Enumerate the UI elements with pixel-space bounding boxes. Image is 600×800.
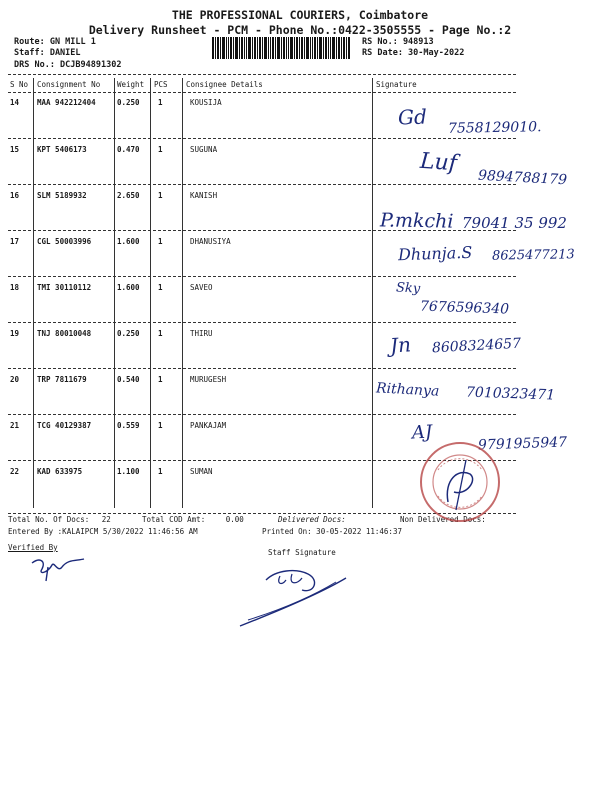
handwritten-signature-name: Sky [395,280,421,297]
cell-pcs: 1 [158,145,163,154]
cell-weight: 1.600 [117,283,140,292]
entered-by: Entered By :KALAIPCM 5/30/2022 11:46:56 AM [8,527,198,536]
col-header-consignment: Consignment No [37,80,101,89]
cell-consignee: SAVEO [190,283,213,292]
handwritten-phone-number: 9791955947 [477,434,568,454]
col-header-weight: Weight [117,80,145,89]
total-cod [142,515,244,524]
cell-consignee: MURUGESH [190,375,227,384]
cell-pcs: 1 [158,191,163,200]
cell-consignment: KPT 5406173 [37,145,87,154]
cell-pcs: 1 [158,375,163,384]
verifier-signature [28,553,88,583]
row-separator [8,368,516,369]
cell-sno: 21 [10,421,20,430]
handwritten-signature-name: Gd [397,104,428,130]
cell-consignment: TNJ 80010048 [37,329,92,338]
cell-consignment: CGL 50003996 [37,237,92,246]
cell-consignment: SLM 5189932 [37,191,87,200]
cell-pcs: 1 [158,98,163,107]
row-separator [8,138,516,139]
col-divider [182,78,183,508]
handwritten-signature-name: Jn [389,332,412,358]
handwritten-phone-number: 79041 35 992 [462,214,567,232]
staff-signature [236,560,366,630]
handwritten-signature-name: P.mkchi [379,209,454,233]
cell-sno: 15 [10,145,20,154]
staff-label: Staff: DANIEL [14,48,81,58]
staff-signature-label: Staff Signature [268,548,336,557]
table-header-rule [8,92,516,93]
col-header-consignee: Consignee Details [186,80,263,89]
cell-consignee: DHANUSIYA [190,237,231,246]
cell-sno: 20 [10,375,20,384]
non-delivered-docs-label: Non Delivered Docs: [400,515,486,524]
handwritten-phone-number: 7676596340 [419,298,510,318]
total-cod-value: 0.00 [225,515,244,524]
total-cod-label: Total COD Amt: [142,515,206,524]
drs-number: DRS No.: DCJB94891302 [14,60,122,70]
row-separator [8,184,516,185]
cell-consignment: TRP 7811679 [37,375,87,384]
cell-sno: 16 [10,191,20,200]
cell-weight: 0.540 [117,375,140,384]
cell-pcs: 1 [158,421,163,430]
cell-weight: 0.470 [117,145,140,154]
total-docs-value: 22 [101,515,111,524]
total-docs [8,515,111,524]
company-title: THE PROFESSIONAL COURIERS, Coimbatore [171,8,429,22]
barcode [212,37,350,59]
cell-consignee: THIRU [190,329,213,338]
row-separator [8,322,516,323]
col-divider [150,78,151,508]
cell-weight: 0.250 [117,329,140,338]
row-separator [8,414,516,415]
handwritten-phone-number: 7010323471 [465,384,556,404]
verified-by-label: Verified By [8,543,58,552]
col-header-signature: Signature [376,80,417,89]
handwritten-phone-number: 9894788179 [477,167,568,189]
cell-consignment: KAD 633975 [37,467,83,476]
cell-consignment: TCG 40129387 [37,421,92,430]
cell-consignment: MAA 942212404 [37,98,96,107]
cell-consignee: SUMAN [190,467,213,476]
cell-consignee: SUGUNA [190,145,218,154]
cell-weight: 1.100 [117,467,140,476]
col-divider [372,78,373,508]
route-label: Route: GN MILL 1 [14,37,96,47]
cell-consignment: TMI 30110112 [37,283,92,292]
table-top-rule [8,74,516,75]
rs-number: RS No.: 948913 [362,37,434,47]
cell-sno: 19 [10,329,20,338]
delivered-docs-label: Delivered Docs: [278,515,346,524]
row-separator [8,276,516,277]
cell-consignee: PANKAJAM [190,421,227,430]
cell-weight: 0.559 [117,421,140,430]
cell-pcs: 1 [158,329,163,338]
rs-date: RS Date: 30-May-2022 [362,48,465,58]
handwritten-phone-number: 8625477213 [491,247,575,264]
cell-sno: 18 [10,283,20,292]
cell-pcs: 1 [158,467,163,476]
handwritten-phone-number: 7558129010. [447,119,542,137]
handwritten-signature-name: AJ [411,421,433,444]
company-seal-stamp [418,440,502,524]
cell-consignee: KOUSIJA [190,98,222,107]
col-header-sno: S No [10,80,29,89]
col-divider [114,78,115,508]
cell-weight: 0.250 [117,98,140,107]
cell-consignee: KANISH [190,191,218,200]
cell-sno: 17 [10,237,20,246]
runsheet-subtitle: Delivery Runsheet - PCM - Phone No.:0422-3505555 - Page No.:2 [88,23,512,37]
col-header-pcs: PCS [154,80,168,89]
handwritten-signature-name: Dhunja.S [397,242,473,265]
cell-pcs: 1 [158,237,163,246]
printed-on: Printed On: 30-05-2022 11:46:37 [262,527,402,536]
cell-sno: 22 [10,467,20,476]
handwritten-signature-name: Rithanya [375,380,440,400]
total-docs-label: Total No. Of Docs: [8,515,90,524]
cell-pcs: 1 [158,283,163,292]
handwritten-phone-number: 8608324657 [431,335,522,357]
cell-weight: 2.650 [117,191,140,200]
cell-weight: 1.600 [117,237,140,246]
cell-sno: 14 [10,98,20,107]
col-divider [33,78,34,508]
handwritten-signature-name: Luf [419,148,458,177]
